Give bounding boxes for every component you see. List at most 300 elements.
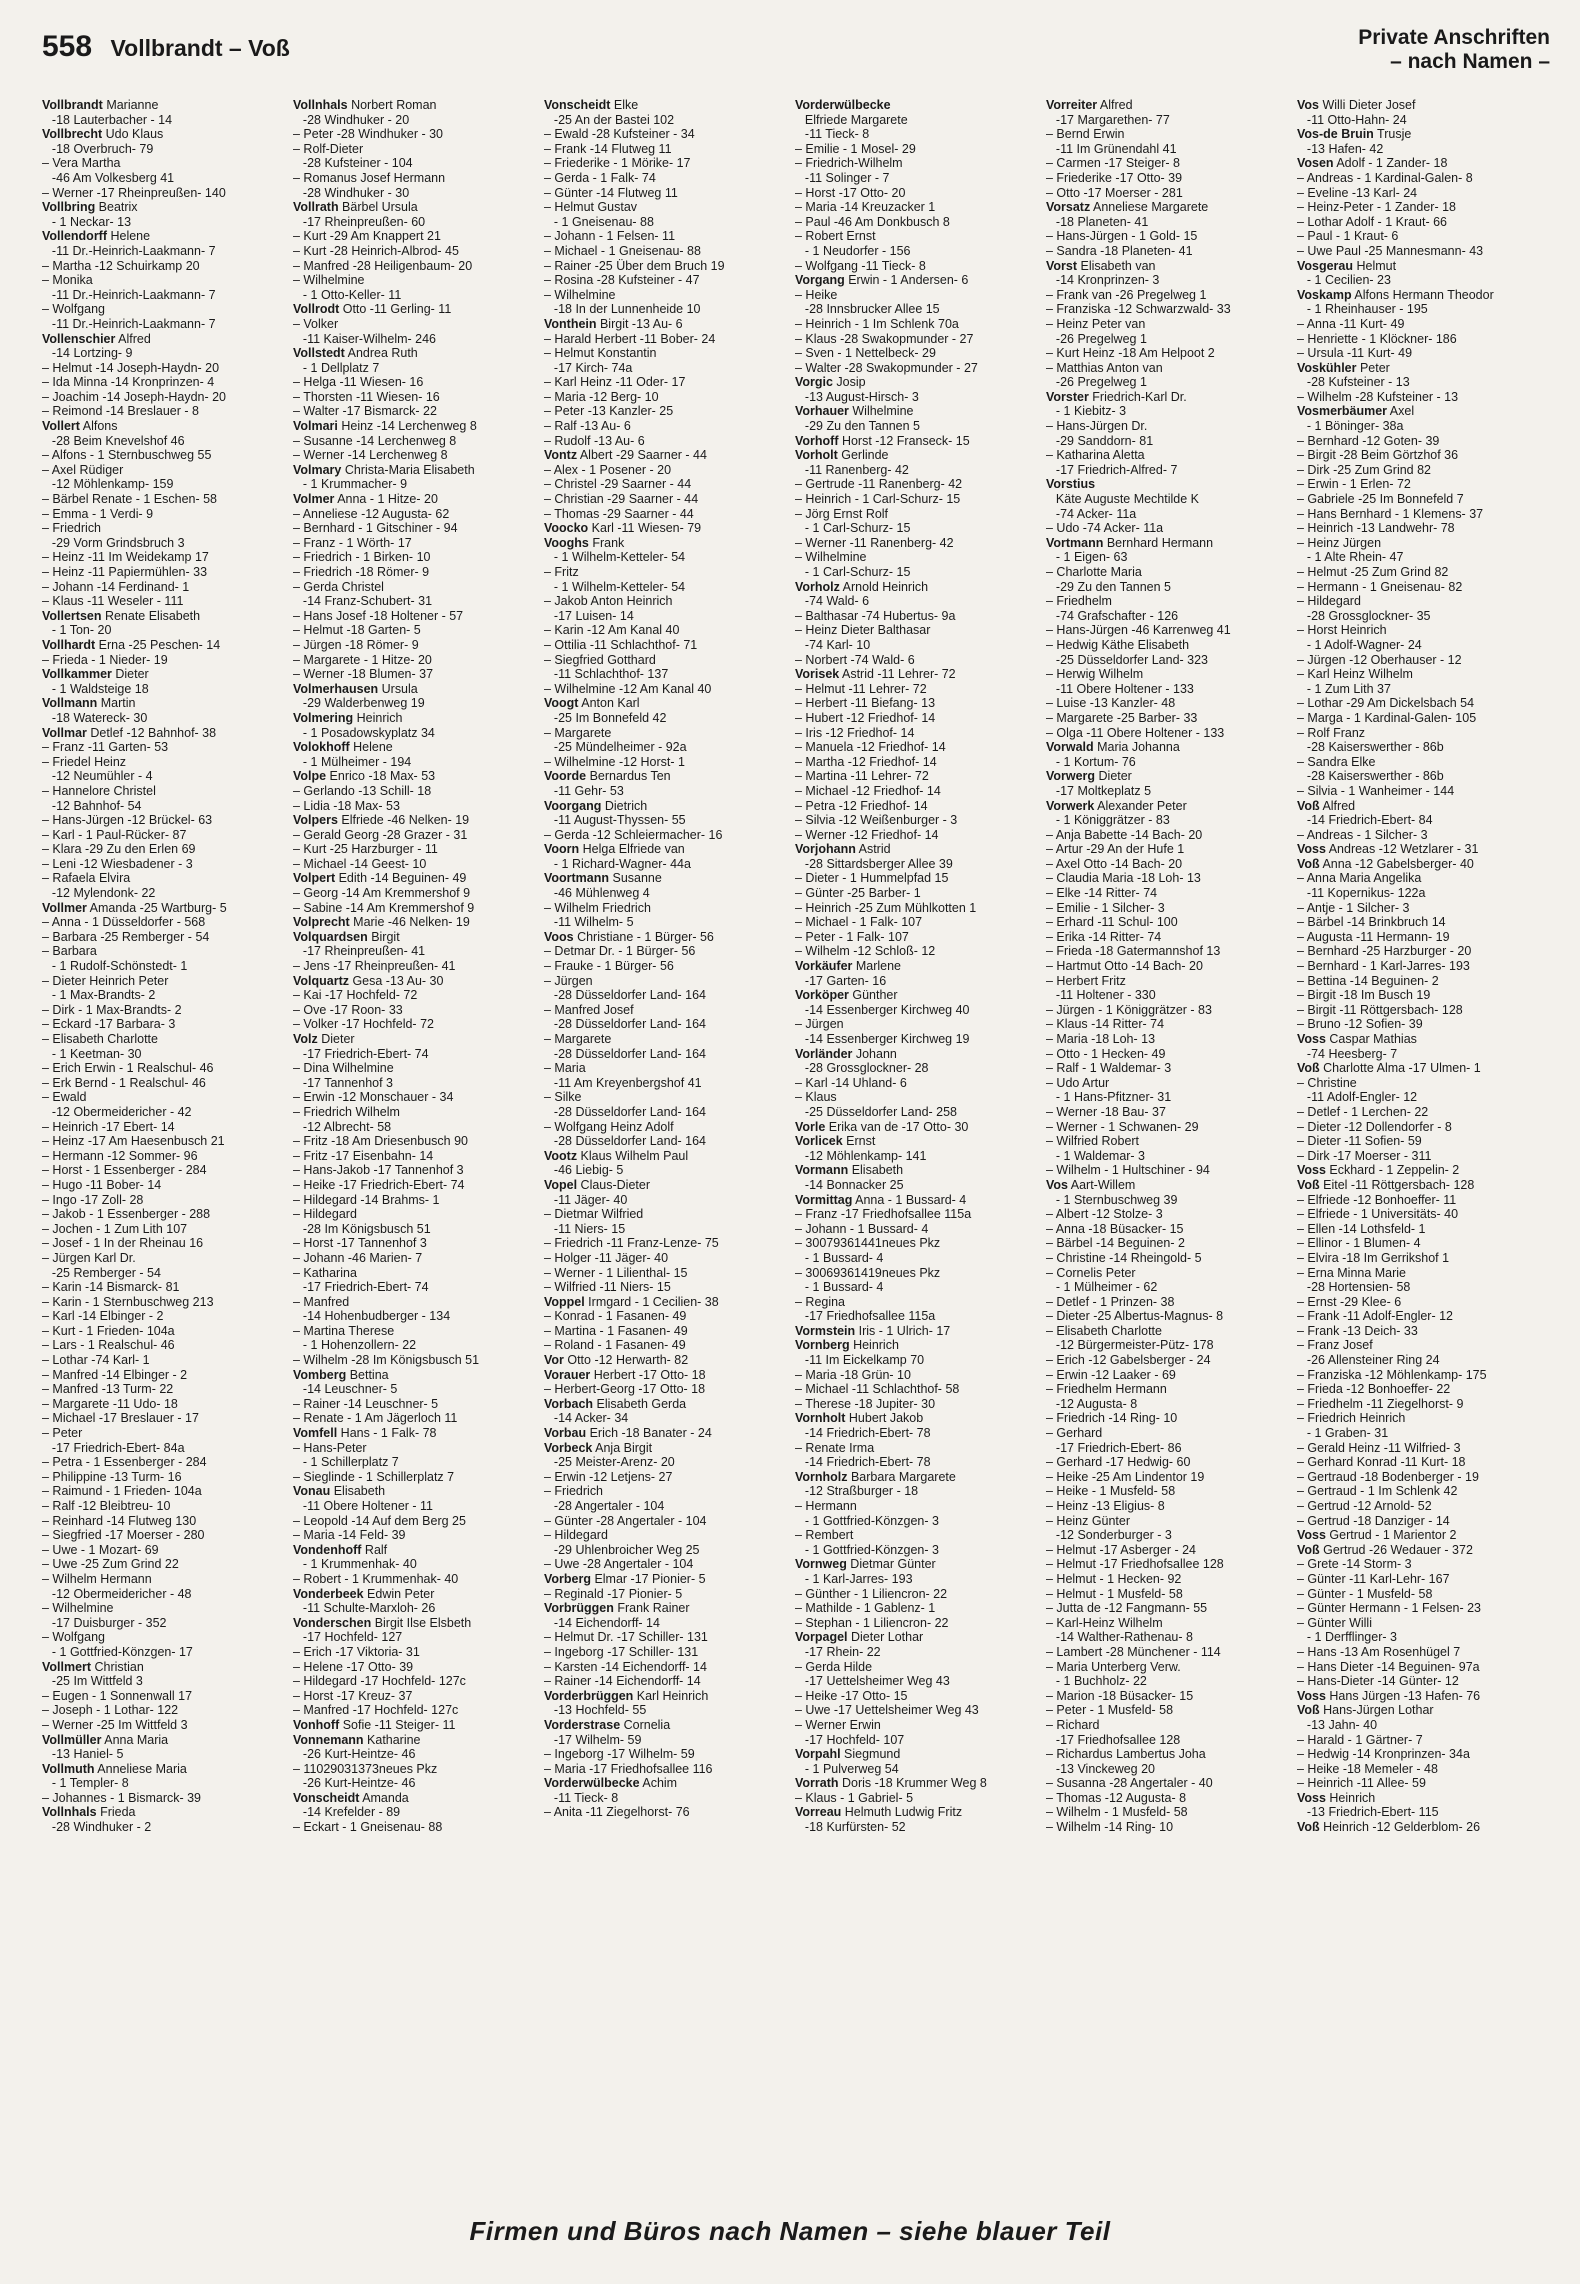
entry-surname: Vos — [1297, 98, 1319, 112]
directory-entry — [42, 1616, 287, 1631]
directory-entry — [795, 1193, 1040, 1208]
directory-entry — [544, 1178, 789, 1193]
directory-entry — [1046, 959, 1291, 974]
directory-entry — [293, 1572, 538, 1587]
directory-entry — [1046, 186, 1291, 201]
entry-text: -12 Bürgermeister-Pütz- 178 — [1055, 1338, 1214, 1353]
entry-text: – Manfred Josef — [544, 1002, 634, 1017]
entry-text: – Otto - 1 Hecken- 49 — [1046, 1046, 1166, 1061]
entry-text: – Holger -11 Jäger- 40 — [544, 1250, 669, 1265]
directory-entry — [42, 1222, 287, 1237]
directory-entry — [42, 959, 287, 974]
directory-entry — [544, 682, 789, 697]
entry-text: -25 Mündelheimer - 92a — [553, 740, 687, 755]
directory-entry — [293, 1645, 538, 1660]
entry-text: -17 Rheinpreußen- 41 — [302, 944, 426, 959]
entry-text: – Horst -17 Otto- 20 — [795, 185, 906, 200]
entry-surname: Vollmar — [42, 725, 87, 740]
directory-entry — [1297, 273, 1542, 288]
directory-entry — [42, 901, 287, 916]
entry-surname: Volmerhausen — [293, 681, 379, 696]
directory-entry — [544, 988, 789, 1003]
directory-entry — [795, 1178, 1040, 1193]
entry-text: – Silvia - 1 Wanheimer - 144 — [1297, 783, 1455, 798]
entry-text: – Herbert-Georg -17 Otto- 18 — [544, 1382, 706, 1397]
directory-entry — [1297, 1090, 1542, 1105]
entry-text: -11 Dr.-Heinrich-Laakmann- 7 — [51, 287, 216, 302]
directory-entry — [1046, 594, 1291, 609]
entry-text: - 1 Mülheimer - 194 — [302, 754, 412, 769]
entry-surname: Vorderstrase — [544, 1717, 621, 1732]
directory-entry — [42, 1660, 287, 1675]
entry-text: - 1 Graben- 31 — [1306, 1426, 1389, 1441]
directory-entry — [795, 317, 1040, 332]
directory-entry — [293, 1674, 538, 1689]
directory-entry — [293, 930, 538, 945]
entry-text: -12 Obermeidericher - 48 — [51, 1586, 192, 1601]
entry-text: – Sandra -18 Planeten- 41 — [1046, 243, 1193, 258]
entry-text: – Jürgen -12 Oberhauser - 12 — [1297, 652, 1462, 667]
directory-entry — [293, 1047, 538, 1062]
entry-text: – Heike -17 Otto- 15 — [795, 1688, 908, 1703]
directory-entry — [1297, 1032, 1542, 1047]
entry-text: Alfred — [1097, 98, 1133, 112]
directory-entry — [42, 828, 287, 843]
entry-text: -28 Windhuker - 30 — [302, 185, 410, 200]
entry-text: – Hans-Jürgen Dr. — [1046, 419, 1148, 434]
directory-entry — [544, 1645, 789, 1660]
directory-entry — [795, 1805, 1040, 1820]
directory-entry — [42, 1645, 287, 1660]
directory-entry — [1046, 1017, 1291, 1032]
entry-text: Charlotte Alma -17 Ulmen- 1 — [1319, 1061, 1481, 1076]
directory-entry — [1297, 536, 1542, 551]
entry-surname: Vorderbrüggen — [544, 1688, 634, 1703]
entry-text: -14 Friedrich-Ebert- 78 — [804, 1426, 931, 1441]
entry-text: – Ralf -12 Bleibtreu- 10 — [42, 1499, 171, 1513]
entry-text: -14 Essenberger Kirchweg 19 — [804, 1032, 970, 1046]
directory-entry — [1297, 434, 1542, 449]
directory-entry — [293, 1368, 538, 1383]
directory-entry — [1046, 1616, 1291, 1631]
directory-entry — [42, 448, 287, 463]
directory-entry — [795, 930, 1040, 945]
entry-text: Irmgard - 1 Cecilien- 38 — [584, 1294, 719, 1309]
directory-entry — [1297, 288, 1542, 303]
entry-text: – Günter -14 Flutweg 11 — [544, 185, 678, 200]
entry-text: -11 Holtener - 330 — [1055, 988, 1156, 1003]
entry-text: - 1 Alte Rhein- 47 — [1306, 550, 1404, 565]
entry-text: – Friedrich -14 Ring- 10 — [1046, 1411, 1178, 1426]
directory-entry — [1046, 288, 1291, 303]
directory-entry — [1297, 361, 1542, 376]
directory-entry — [544, 1295, 789, 1310]
entry-text: – Marion -18 Büsacker- 15 — [1046, 1688, 1194, 1703]
entry-text: – Peter -28 Windhuker - 30 — [293, 127, 443, 142]
directory-entry — [1297, 799, 1542, 814]
directory-entry — [1297, 171, 1542, 186]
directory-entry — [293, 1470, 538, 1485]
directory-entry — [293, 186, 538, 201]
directory-entry — [293, 565, 538, 580]
directory-entry — [1297, 229, 1542, 244]
directory-entry — [1297, 302, 1542, 317]
directory-entry — [1297, 1660, 1542, 1675]
directory-entry — [42, 1105, 287, 1120]
directory-entry — [795, 1820, 1040, 1835]
entry-text: Ernst — [842, 1134, 876, 1149]
entry-text: – Friedrich - 1 Birken- 10 — [293, 550, 431, 565]
entry-surname: Vorbrüggen — [544, 1601, 614, 1616]
directory-entry — [795, 288, 1040, 303]
entry-text: – Friedhelm — [1046, 594, 1112, 609]
entry-surname: Vorwerg — [1046, 769, 1096, 784]
entry-text: -11 Dr.-Heinrich-Laakmann- 7 — [51, 243, 216, 258]
directory-entry — [544, 492, 789, 507]
entry-text: – Andreas - 1 Silcher- 3 — [1297, 827, 1428, 842]
entry-text: – Michael -11 Schlachthof- 58 — [795, 1382, 960, 1397]
directory-entry — [1297, 638, 1542, 653]
directory-entry — [293, 1163, 538, 1178]
directory-entry — [1046, 332, 1291, 347]
entry-text: - 1 Dellplatz 7 — [302, 360, 380, 375]
directory-entry — [1046, 769, 1291, 784]
entry-text: -14 Friedrich-Ebert- 84 — [1306, 813, 1433, 828]
directory-entry — [795, 375, 1040, 390]
entry-text: -28 Grossglockner- 35 — [1306, 608, 1431, 623]
directory-entry — [42, 580, 287, 595]
directory-entry — [1297, 1397, 1542, 1412]
entry-text: -18 In der Lunnenheide 10 — [553, 302, 701, 317]
directory-entry — [795, 1441, 1040, 1456]
entry-surname: Vollendorff — [42, 229, 108, 244]
directory-entry — [42, 623, 287, 638]
directory-entry — [1297, 550, 1542, 565]
entry-text: – Jakob - 1 Essenberger - 288 — [42, 1207, 211, 1222]
entry-text: Käte Auguste Mechtilde K — [1055, 492, 1199, 507]
entry-text: – Margarete — [544, 725, 612, 740]
directory-entry — [42, 667, 287, 682]
directory-entry — [795, 550, 1040, 565]
directory-entry — [1046, 871, 1291, 886]
entry-text: – Ralf -13 Au- 6 — [544, 419, 631, 434]
directory-entry — [293, 682, 538, 697]
entry-text: – Augusta -11 Hermann- 19 — [1297, 929, 1450, 944]
directory-entry — [795, 244, 1040, 259]
entry-surname: Vorländer — [795, 1046, 853, 1061]
entry-text: Elfriede -46 Nelken- 19 — [337, 813, 470, 828]
entry-text: – Heinz Jürgen — [1297, 535, 1382, 550]
directory-entry — [293, 653, 538, 668]
entry-text: - 1 Adolf-Wagner- 24 — [1306, 637, 1422, 652]
directory-entry — [293, 477, 538, 492]
directory-entry — [293, 1003, 538, 1018]
entry-surname: Vorhauer — [795, 404, 849, 419]
directory-entry — [544, 1718, 789, 1733]
entry-text: – Helmut -14 Joseph-Haydn- 20 — [42, 360, 220, 375]
directory-entry — [42, 609, 287, 624]
directory-entry — [544, 711, 789, 726]
entry-text: – Günter -25 Barber- 1 — [795, 886, 921, 901]
directory-entry — [42, 1120, 287, 1135]
directory-entry — [42, 346, 287, 361]
directory-entry — [544, 259, 789, 274]
directory-entry — [795, 1353, 1040, 1368]
directory-entry — [544, 156, 789, 171]
entry-text: – Erich -12 Gabelsberger - 24 — [1046, 1353, 1211, 1368]
entry-text: – Helga -11 Wiesen- 16 — [293, 375, 424, 390]
entry-text: – Herbert -11 Biefang- 13 — [795, 696, 936, 711]
entry-text: – Gabriele -25 Im Bonnefeld 7 — [1297, 492, 1464, 507]
entry-text: – Maria Unterberg Verw. — [1046, 1659, 1181, 1674]
directory-entry — [795, 1003, 1040, 1018]
entry-text: – Frank -14 Flutweg 11 — [544, 141, 672, 156]
directory-entry — [42, 1557, 287, 1572]
directory-entry — [42, 988, 287, 1003]
directory-entry — [1046, 1338, 1291, 1353]
entry-text: – Barbara -25 Remberger - 54 — [42, 929, 210, 944]
directory-entry — [544, 886, 789, 901]
directory-entry — [1046, 390, 1291, 405]
entry-text: – Ursula -11 Kurt- 49 — [1297, 346, 1413, 361]
entry-text: – Dieter -12 Dollendorfer - 8 — [1297, 1119, 1452, 1134]
entry-text: – Richardus Lambertus Joha — [1046, 1747, 1206, 1762]
entry-text: – Hildegard -17 Hochfeld- 127c — [293, 1674, 466, 1689]
entry-text: – Frieda - 1 Nieder- 19 — [42, 652, 168, 667]
entry-text: – Christel -29 Saarner - 44 — [544, 477, 692, 492]
entry-text: – Heinz -13 Eligius- 8 — [1046, 1499, 1165, 1513]
directory-entry — [42, 944, 287, 959]
section-title-line2: – nach Namen – — [1390, 50, 1550, 73]
directory-entry — [1046, 536, 1291, 551]
entry-text: – Karl-Heinz Wilhelm — [1046, 1615, 1163, 1630]
directory-entry — [42, 1499, 287, 1514]
entry-text: Alfred — [115, 331, 151, 346]
directory-entry — [795, 1105, 1040, 1120]
entry-text: -14 Acker- 34 — [553, 1411, 629, 1426]
entry-text: – Wilhelm - 1 Musfeld- 58 — [1046, 1805, 1188, 1820]
entry-surname: Vorreau — [795, 1805, 842, 1820]
entry-text: – Elvira -18 Im Gerrikshof 1 — [1297, 1250, 1450, 1265]
entry-text: Elisabeth van — [1077, 258, 1156, 273]
directory-entry — [1297, 886, 1542, 901]
directory-entry — [1046, 1805, 1291, 1820]
entry-surname: Volpert — [293, 871, 336, 886]
directory-entry — [1046, 623, 1291, 638]
directory-entry — [1297, 1441, 1542, 1456]
entry-text: – Rainer -14 Leuschner- 5 — [293, 1396, 439, 1411]
entry-text: – Emilie - 1 Silcher- 3 — [1046, 900, 1165, 915]
directory-entry — [795, 769, 1040, 784]
entry-text: - 1 Bussard- 4 — [804, 1280, 884, 1295]
entry-text: – Friedhelm -11 Ziegelhorst- 9 — [1297, 1396, 1464, 1411]
entry-text: – Erk Bernd - 1 Realschul- 46 — [42, 1075, 206, 1090]
directory-entry — [1046, 1703, 1291, 1718]
entry-text: – Günter -11 Karl-Lehr- 167 — [1297, 1571, 1450, 1586]
directory-entry — [293, 959, 538, 974]
entry-text: – Georg -14 Am Kremmershof 9 — [293, 886, 471, 901]
entry-text: – Fritz -18 Am Driesenbusch 90 — [293, 1134, 468, 1149]
entry-text: Cornelia — [620, 1717, 671, 1732]
entry-text: Hans-Jürgen Lothar — [1319, 1703, 1434, 1718]
entry-text: – Jürgen — [544, 973, 593, 988]
entry-surname: Vollert — [42, 419, 80, 434]
entry-text: – Gerhard Konrad -11 Kurt- 18 — [1297, 1455, 1466, 1470]
entry-text: – Johann -46 Marien- 7 — [293, 1250, 423, 1265]
directory-entry — [293, 156, 538, 171]
directory-entry — [1297, 156, 1542, 171]
directory-entry — [42, 1003, 287, 1018]
directory-entry — [795, 1309, 1040, 1324]
directory-entry — [293, 229, 538, 244]
entry-text: – Karin -14 Bismarck- 81 — [42, 1280, 180, 1295]
directory-entry — [544, 638, 789, 653]
entry-text: – Erna Minna Marie — [1297, 1265, 1407, 1280]
entry-text: Dietmar Günter — [846, 1557, 936, 1572]
directory-entry — [1297, 375, 1542, 390]
entry-text: – Heinrich -13 Landwehr- 78 — [1297, 521, 1455, 536]
entry-text: – Erwin -12 Monschauer - 34 — [293, 1090, 454, 1105]
entry-text: – Hans-Jakob -17 Tannenhof 3 — [293, 1163, 464, 1178]
directory-entry — [293, 317, 538, 332]
entry-text: – Wilhelm - 1 Hultschiner - 94 — [1046, 1163, 1210, 1178]
directory-entry — [544, 229, 789, 244]
directory-entry — [293, 390, 538, 405]
directory-entry — [795, 156, 1040, 171]
directory-entry — [42, 1528, 287, 1543]
directory-entry — [795, 1514, 1040, 1529]
directory-entry — [544, 1616, 789, 1631]
directory-entry — [544, 1557, 789, 1572]
entry-text: -17 Kirch- 74a — [553, 360, 633, 375]
directory-entry — [1046, 1455, 1291, 1470]
directory-entry — [795, 1047, 1040, 1062]
directory-entry — [42, 1733, 287, 1748]
directory-entry — [293, 1587, 538, 1602]
directory-entry — [42, 1368, 287, 1383]
entry-surname: Vornholz — [795, 1469, 848, 1484]
directory-entry — [544, 1747, 789, 1762]
entry-text: -17 Moltkeplatz 5 — [1055, 783, 1152, 798]
directory-entry — [1297, 1499, 1542, 1514]
entry-text: – Günter -28 Angertaler - 104 — [544, 1513, 707, 1528]
directory-entry — [795, 1791, 1040, 1806]
entry-text: – Christian -29 Saarner - 44 — [544, 492, 699, 507]
directory-entry — [1046, 1353, 1291, 1368]
directory-entry — [293, 332, 538, 347]
directory-entry — [1297, 1251, 1542, 1266]
directory-entry — [1297, 1193, 1542, 1208]
directory-entry — [1046, 842, 1291, 857]
entry-text: – Margarete -25 Barber- 33 — [1046, 710, 1198, 725]
entry-text: – Jürgen - 1 Königgrätzer - 83 — [1046, 1002, 1212, 1017]
directory-entry — [293, 623, 538, 638]
entry-text: – Hildegard — [544, 1528, 608, 1543]
entry-text: – Michael - 1 Falk- 107 — [795, 915, 923, 930]
entry-surname: Vollertsen — [42, 608, 102, 623]
directory-entry — [1297, 828, 1542, 843]
entry-text: – Harald Herbert -11 Bober- 24 — [544, 331, 716, 346]
entry-text: -14 Hohenbudberger - 134 — [302, 1309, 451, 1324]
directory-entry — [42, 492, 287, 507]
directory-entry — [1297, 390, 1542, 405]
entry-text: -17 Tannenhof 3 — [302, 1075, 393, 1090]
directory-entry — [1046, 1003, 1291, 1018]
directory-entry — [1046, 1397, 1291, 1412]
directory-entry — [1297, 332, 1542, 347]
directory-entry — [1297, 696, 1542, 711]
directory-entry — [544, 740, 789, 755]
directory-column-4 — [795, 98, 1046, 2178]
directory-entry — [293, 215, 538, 230]
entry-text: Detlef -12 Bahnhof- 38 — [86, 725, 217, 740]
entry-text: -29 Vorm Grindsbruch 3 — [51, 535, 185, 550]
entry-text: Erwin - 1 Andersen- 6 — [844, 273, 969, 288]
entry-text: -26 Pregelweg 1 — [1055, 331, 1147, 346]
entry-text: – Karl Heinz Wilhelm — [1297, 667, 1413, 682]
entry-text: – Friedrich — [544, 1484, 604, 1499]
directory-entry — [1297, 1484, 1542, 1499]
directory-entry — [42, 799, 287, 814]
directory-entry — [42, 1674, 287, 1689]
entry-text: – Ralf - 1 Waldemar- 3 — [1046, 1061, 1172, 1076]
entry-text: Horst -12 Franseck- 15 — [838, 433, 970, 448]
entry-text: -13 Friedrich-Ebert- 115 — [1306, 1805, 1439, 1820]
entry-text: – Hermann — [795, 1499, 857, 1513]
directory-entry — [1046, 1514, 1291, 1529]
directory-entry — [544, 769, 789, 784]
entry-text: -18 Planeten- 41 — [1055, 214, 1149, 229]
entry-text: – Leopold -14 Auf dem Berg 25 — [293, 1513, 466, 1528]
entry-text: Christa-Maria Elisabeth — [341, 462, 475, 477]
directory-entry — [1046, 901, 1291, 916]
entry-text: -13 Haniel- 5 — [51, 1747, 124, 1762]
directory-entry — [795, 1134, 1040, 1149]
entry-text: – Dieter -11 Sofien- 59 — [1297, 1134, 1422, 1149]
directory-entry — [1046, 1660, 1291, 1675]
directory-entry — [795, 419, 1040, 434]
entry-text: – Gertraud -18 Bodenberger - 19 — [1297, 1469, 1479, 1484]
entry-text: - 1 Kiebitz- 3 — [1055, 404, 1127, 419]
directory-entry — [1046, 419, 1291, 434]
entry-text: – Elfriede -12 Bonhoeffer- 11 — [1297, 1192, 1457, 1207]
directory-entry — [1297, 1674, 1542, 1689]
directory-entry — [544, 1149, 789, 1164]
entry-surname: Vorwald — [1046, 740, 1094, 755]
section-title-line1: Private Anschriften — [1358, 26, 1550, 49]
entry-text: – Joachim -14 Joseph-Haydn- 20 — [42, 389, 227, 404]
entry-text: – Karl - 1 Paul-Rücker- 87 — [42, 827, 187, 842]
entry-text: – Rainer -14 Eichendorff- 14 — [544, 1674, 701, 1689]
directory-entry — [1046, 1762, 1291, 1777]
entry-surname: Vorpagel — [795, 1630, 848, 1645]
entry-text: – Otto -17 Moerser - 281 — [1046, 185, 1183, 200]
directory-entry — [1046, 1718, 1291, 1733]
directory-entry — [1046, 638, 1291, 653]
entry-surname: Vorjohann — [795, 842, 856, 857]
directory-entry — [795, 857, 1040, 872]
directory-entry — [544, 1222, 789, 1237]
entry-text: – Axel Rüdiger — [42, 462, 124, 477]
entry-surname: Voß — [1297, 798, 1320, 813]
entry-text: – Klaus -14 Ritter- 74 — [1046, 1017, 1165, 1032]
entry-text: – Reginald -17 Pionier- 5 — [544, 1586, 683, 1601]
entry-text: – Bärbel -14 Beguinen- 2 — [1046, 1236, 1185, 1251]
entry-text: – Emma - 1 Verdi- 9 — [42, 506, 154, 521]
directory-entry — [795, 1149, 1040, 1164]
entry-text: -17 Uettelsheimer Weg 43 — [804, 1674, 950, 1689]
directory-entry — [544, 1236, 789, 1251]
